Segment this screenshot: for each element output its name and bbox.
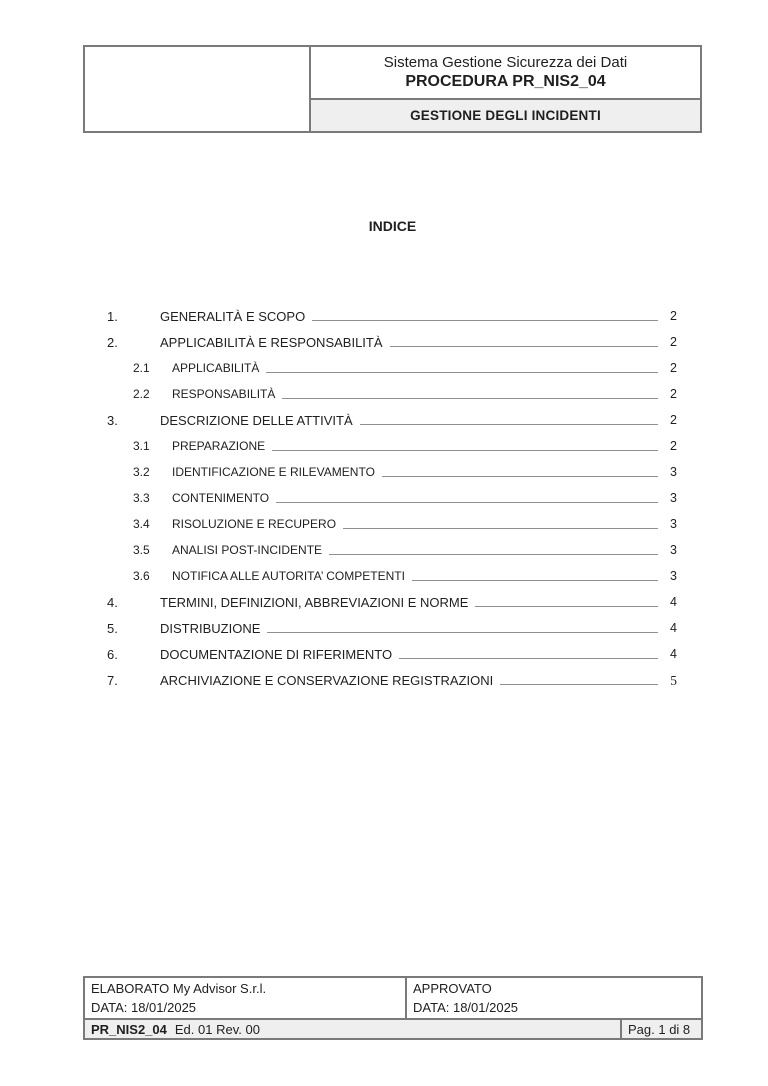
toc-leader-line [266,372,658,373]
toc-entry-title: PREPARAZIONE [172,439,266,453]
toc-entry [107,532,677,558]
document-footer-table [83,976,703,1040]
toc-leader-line [267,632,658,633]
toc-entry [107,558,677,584]
document-title: GESTIONE DEGLI INCIDENTI [410,108,601,123]
toc-entry-title: ARCHIVIAZIONE E CONSERVAZIONE REGISTRAZIONI [160,673,494,688]
toc-entry-page: 4 [670,621,677,635]
toc-entry-number: 3.2 [133,465,150,479]
toc-entry-page: 5 [670,673,677,688]
toc-entry [107,402,677,428]
toc-entry [107,376,677,402]
toc-entry-title: TERMINI, DEFINIZIONI, ABBREVIAZIONI E NORME [160,595,469,610]
toc-entry-page: 3 [670,517,677,531]
toc-entry-title: RESPONSABILITÀ [172,387,276,401]
toc-entry-number: 3. [107,413,118,428]
toc-entry-title: DOCUMENTAZIONE DI RIFERIMENTO [160,647,393,662]
toc-entry [107,662,677,688]
toc-entry-title: RISOLUZIONE E RECUPERO [172,517,337,531]
toc-entry-number: 2. [107,335,118,350]
toc-leader-line [276,502,658,503]
table-of-contents [107,298,677,688]
toc-heading: INDICE [368,218,417,234]
toc-entry-title: DISTRIBUZIONE [160,621,261,636]
toc-leader-line [360,424,658,425]
page-number-cell [620,1020,701,1038]
toc-entry-number: 1. [107,309,118,324]
toc-entry [107,454,677,480]
toc-entry-number: 4. [107,595,118,610]
toc-leader-line [412,580,658,581]
doc-code-cell [85,1022,620,1037]
toc-entry-title: NOTIFICA ALLE AUTORITA’ COMPETENTI [172,569,405,583]
header-title-cell [311,47,700,98]
doc-code: PR_NIS2_04 [91,1021,167,1037]
toc-entry-page: 2 [670,387,677,401]
toc-entry [107,324,677,350]
header-title-block [311,47,700,131]
toc-leader-line [282,398,658,399]
toc-entry-title: DESCRIZIONE DELLE ATTIVITÀ [160,413,353,428]
toc-leader-line [329,554,658,555]
procedure-title: PROCEDURA PR_NIS2_04 [405,73,606,90]
toc-entry-number: 3.1 [133,439,150,453]
toc-entry-title: GENERALITÀ E SCOPO [160,309,306,324]
toc-entry-number: 2.1 [133,361,150,375]
toc-entry-title: APPLICABILITÀ [172,361,260,375]
toc-entry-number: 3.4 [133,517,150,531]
toc-entry-number: 3.5 [133,543,150,557]
logo-cell [85,47,311,131]
toc-entry-number: 3.3 [133,491,150,505]
toc-leader-line [475,606,658,607]
footer-code-row [85,1018,701,1038]
toc-leader-line [312,320,658,321]
toc-entry [107,480,677,506]
toc-entry [107,298,677,324]
doc-revision: Ed. 01 Rev. 00 [174,1021,260,1037]
document-header-table [83,45,702,133]
toc-entry [107,428,677,454]
elaborato-label: ELABORATO My Advisor S.r.l. [91,981,267,997]
page-number-label: Pag. 1 di 8 [628,1021,691,1037]
document-title-cell [311,98,700,131]
toc-entry-page: 2 [670,335,677,349]
approvato-cell [407,978,701,1018]
toc-leader-line [500,684,658,685]
toc-entry-page: 3 [670,569,677,583]
toc-leader-line [399,658,658,659]
toc-entry-page: 4 [670,647,677,661]
approvato-date: DATA: 18/01/2025 [413,999,519,1015]
toc-entry-number: 3.6 [133,569,150,583]
toc-entry-title: CONTENIMENTO [172,491,270,505]
toc-entry [107,506,677,532]
toc-entry-page: 2 [670,413,677,427]
toc-entry-number: 6. [107,647,118,662]
toc-entry [107,636,677,662]
toc-entry [107,610,677,636]
toc-entry-page: 2 [670,309,677,323]
toc-entry-title: IDENTIFICAZIONE E RILEVAMENTO [172,465,375,479]
toc-entry-number: 5. [107,621,118,636]
toc-entry-number: 2.2 [133,387,150,401]
system-title: Sistema Gestione Sicurezza dei Dati [383,54,628,71]
toc-entry [107,584,677,610]
toc-leader-line [390,346,658,347]
toc-leader-line [382,476,658,477]
toc-entry-page: 2 [670,361,677,375]
toc-entry-page: 3 [670,491,677,505]
toc-entry-number: 7. [107,673,118,688]
toc-entry-page: 2 [670,439,677,453]
approvato-label: APPROVATO [413,981,492,997]
toc-entry-page: 3 [670,543,677,557]
toc-entry [107,350,677,376]
toc-entry-title: ANALISI POST-INCIDENTE [172,543,323,557]
elaborato-cell [85,978,407,1018]
toc-entry-page: 4 [670,595,677,609]
toc-leader-line [272,450,658,451]
footer-approval-row [85,978,701,1018]
toc-leader-line [343,528,658,529]
toc-entry-title: APPLICABILITÀ E RESPONSABILITÀ [160,335,383,350]
toc-entry-page: 3 [670,465,677,479]
elaborato-date: DATA: 18/01/2025 [91,999,197,1015]
